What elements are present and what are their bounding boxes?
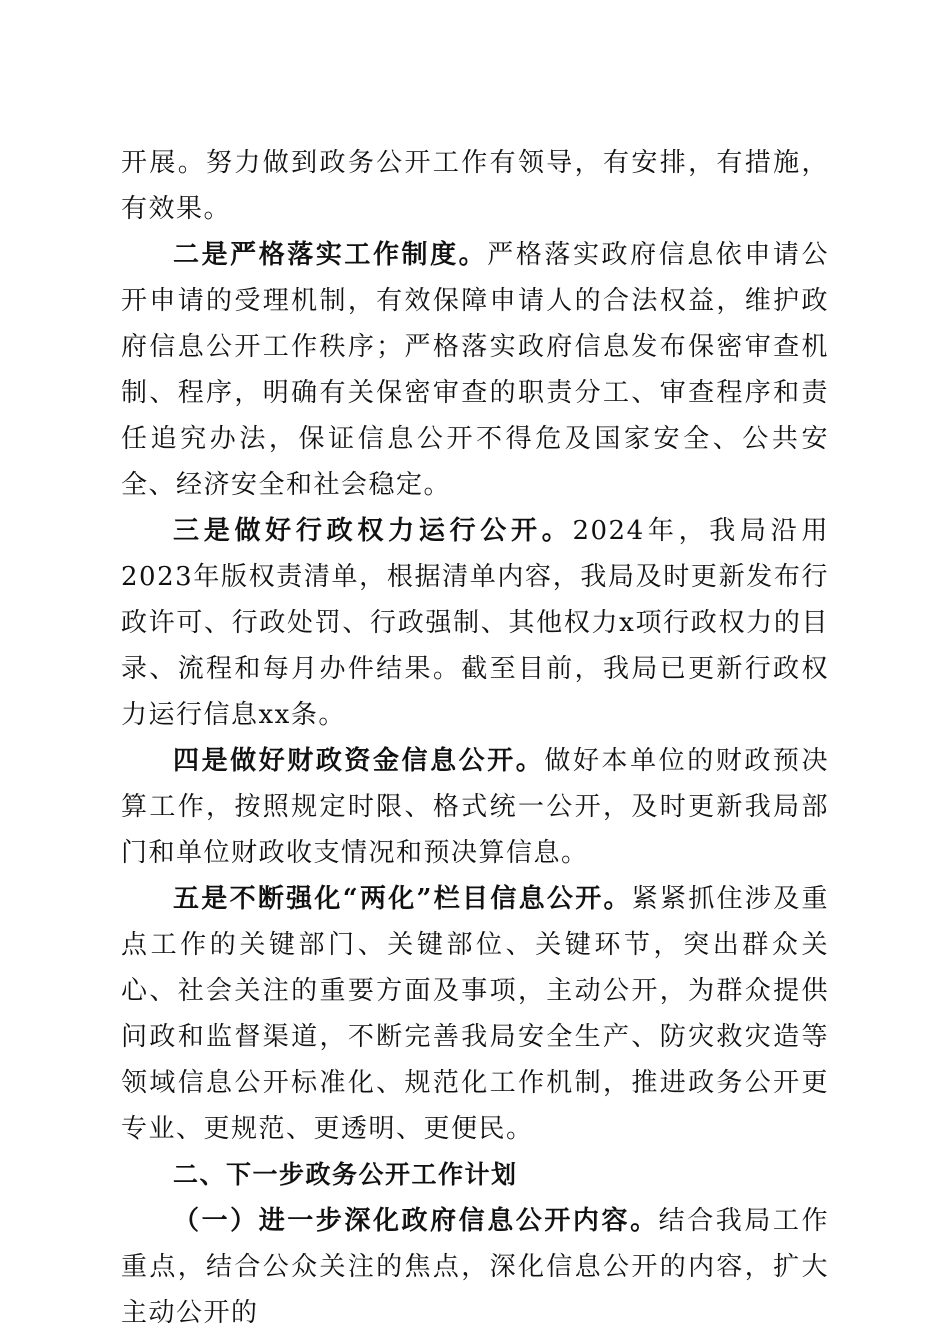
paragraph-lead: （一）进一步深化政府信息公开内容。: [173, 1206, 659, 1236]
document-body: [121, 140, 829, 1336]
paragraph-text: 紧紧抓住涉及重点工作的关键部门、关键部位、关键环节，突出群众关心、社会关注的重要方面及事项，主动公开，为群众提供问政和监督渠道，不断完善我局安全生产、防灾救灾造等领域信息公开标准化、规范化工作机制，推进政务公开更专业、更规范、更透明、更便民。: [121, 884, 829, 1144]
paragraph-lead: 二是严格落实工作制度。: [173, 240, 488, 270]
section-heading: 二、下一步政务公开工作计划: [173, 1160, 518, 1189]
paragraph-deepen-disclosure: [121, 1198, 829, 1336]
paragraph-two-columns: [121, 876, 829, 1152]
paragraph-text: 结合我局工作重点，结合公众关注的焦点，深化信息公开的内容，扩大主动公开的: [121, 1206, 829, 1328]
paragraph-fiscal-funds: [121, 738, 829, 876]
paragraph-text: 开展。努力做到政务公开工作有领导，有安排，有措施，有效果。: [121, 148, 829, 224]
paragraph-admin-power: [121, 508, 829, 738]
paragraph-text: 2024年，我局沿用2023年版权责清单，根据清单内容，我局及时更新发布行政许可、行政处罚、行政强制、其他权力x项行政权力的目录、流程和每月办件结果。截至目前，我局已更新行政权力运行信息xx条。: [121, 516, 829, 730]
paragraph-continuation: [121, 140, 829, 232]
paragraph-text: 严格落实政府信息依申请公开申请的受理机制，有效保障申请人的合法权益，维护政府信息公开工作秩序；严格落实政府信息发布保密审查机制、程序，明确有关保密审查的职责分工、审查程序和责任追究办法，保证信息公开不得危及国家安全、公共安全、经济安全和社会稳定。: [121, 240, 829, 500]
paragraph-text: 做好本单位的财政预决算工作，按照规定时限、格式统一公开，及时更新我局部门和单位财政收支情况和预决算信息。: [121, 746, 829, 868]
paragraph-lead: 五是不断强化“两化”栏目信息公开。: [173, 884, 632, 914]
paragraph-lead: 四是做好财政资金信息公开。: [173, 746, 545, 776]
paragraph-lead: 三是做好行政权力运行公开。: [173, 516, 573, 546]
paragraph-work-system: [121, 232, 829, 508]
